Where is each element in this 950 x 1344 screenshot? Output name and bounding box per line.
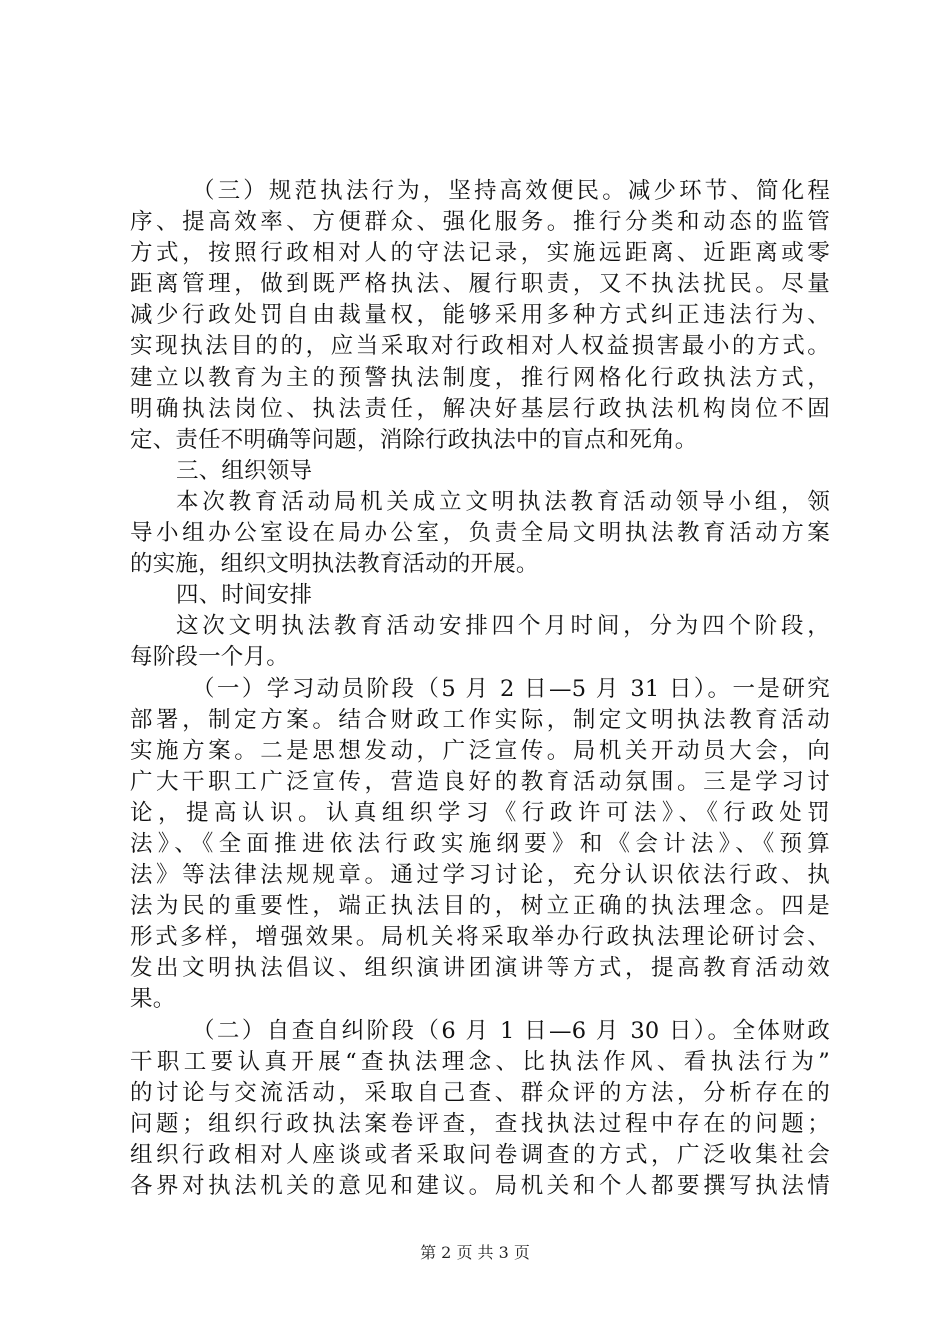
text-line: 组织行政相对人座谈或者采取问卷调查的方式，广泛收集社会: [130, 1141, 830, 1168]
text-line: 导小组办公室设在局办公室，负责全局文明执法教育活动方案: [130, 520, 830, 547]
text-line: 建立以教育为主的预警执法制度，推行网格化行政执法方式，: [130, 364, 830, 391]
text-line: 实现执法目的的，应当采取对行政相对人权益损害最小的方式。: [130, 333, 830, 360]
text-line: （二）自查自纠阶段（6 月 1 日—6 月 30 日）。全体财政: [192, 1017, 830, 1044]
text-line: 形式多样，增强效果。局机关将采取举办行政执法理论研讨会、: [130, 924, 830, 951]
text-line: 三、组织领导: [176, 457, 313, 484]
text-line: （三）规范执法行为，坚持高效便民。减少环节、简化程: [192, 178, 830, 204]
text-line: 这次文明执法教育活动安排四个月时间，分为四个阶段，: [176, 613, 830, 640]
text-line: 干职工要认真开展“查执法理念、比执法作风、看执法行为”: [130, 1048, 830, 1075]
text-line: 减少行政处罚自由裁量权，能够采用多种方式纠正违法行为、: [130, 302, 830, 329]
text-line: 发出文明执法倡议、组织演讲团演讲等方式，提高教育活动效: [130, 955, 830, 982]
text-line: 的实施，组织文明执法教育活动的开展。: [130, 551, 539, 578]
text-line: 果。: [130, 986, 176, 1013]
text-line: 定、责任不明确等问题，消除行政执法中的盲点和死角。: [130, 426, 698, 453]
text-line: 实施方案。二是思想发动，广泛宣传。局机关开动员大会，向: [130, 737, 830, 764]
text-line: 方式，按照行政相对人的守法记录，实施远距离、近距离或零: [130, 240, 830, 267]
text-line: 距离管理，做到既严格执法、履行职责，又不执法扰民。尽量: [130, 271, 830, 298]
text-line: 法》、《全面推进依法行政实施纲要》和《会计法》、《预算: [130, 830, 830, 857]
text-line: 各界对执法机关的意见和建议。局机关和个人都要撰写执法情: [130, 1173, 830, 1199]
text-line: 序、提高效率、方便群众、强化服务。推行分类和动态的监管: [130, 209, 830, 236]
text-line: 部署，制定方案。结合财政工作实际，制定文明执法教育活动: [130, 706, 830, 733]
document-body: [130, 176, 830, 1202]
text-line: 法》等法律法规规章。通过学习讨论，充分认识依法行政、执: [130, 862, 830, 889]
text-line: 四、时间安排: [176, 582, 313, 609]
text-line: 明确执法岗位、执法责任，解决好基层行政执法机构岗位不固: [130, 395, 830, 422]
text-line: 法为民的重要性，端正执法目的，树立正确的执法理念。四是: [130, 893, 830, 920]
text-line: （一）学习动员阶段（5 月 2 日—5 月 31 日）。一是研究: [192, 675, 830, 702]
text-line: 广大干职工广泛宣传，营造良好的教育活动氛围。三是学习讨: [130, 768, 830, 795]
page-footer: 第 2 页 共 3 页: [420, 1243, 530, 1262]
text-line: 本次教育活动局机关成立文明执法教育活动领导小组，领: [176, 488, 830, 515]
text-line: 的讨论与交流活动，采取自己查、群众评的方法，分析存在的: [130, 1079, 830, 1106]
text-line: 每阶段一个月。: [130, 644, 289, 671]
text-line: 问题；组织行政执法案卷评查，查找执法过程中存在的问题；: [130, 1110, 830, 1137]
text-line: 论，提高认识。认真组织学习《行政许可法》、《行政处罚: [130, 799, 830, 826]
